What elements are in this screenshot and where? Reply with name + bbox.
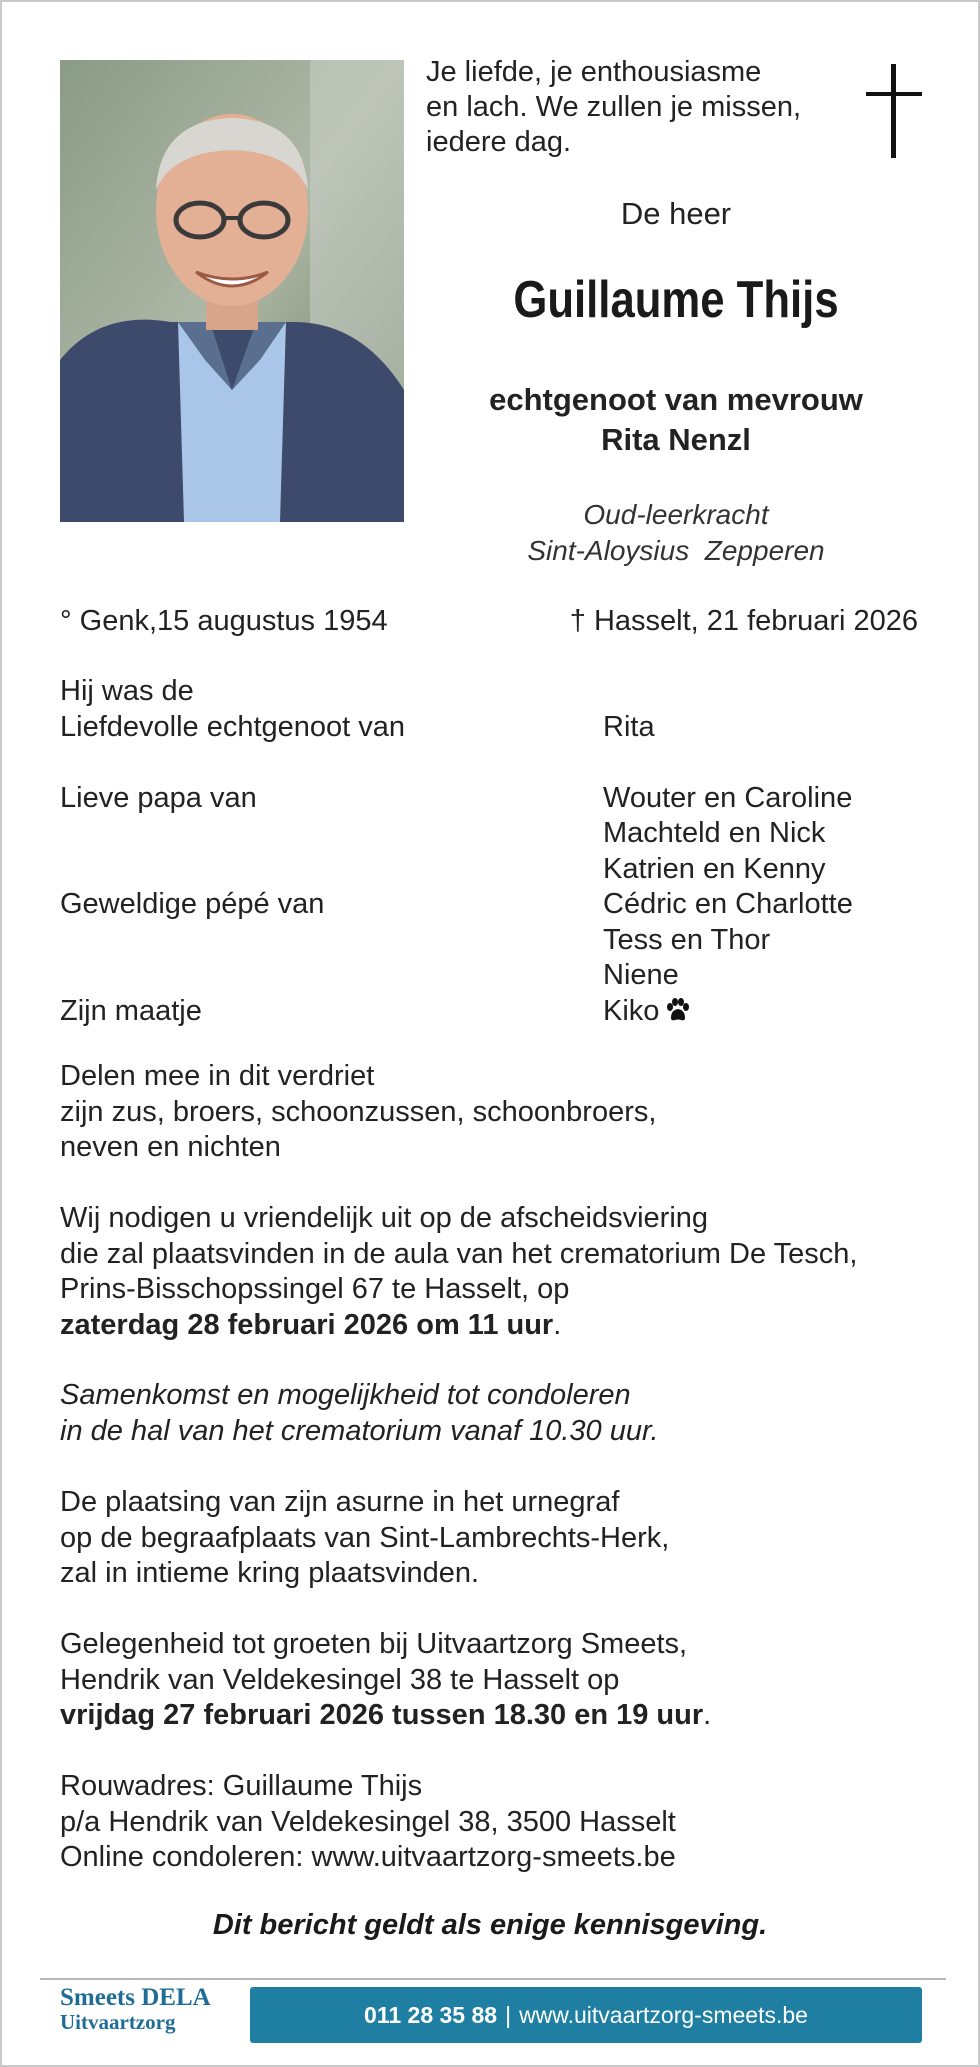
ceremony-paragraph — [60, 1201, 960, 1343]
birth-date: ° Genk,15 augustus 1954 — [60, 605, 388, 637]
punctuation: . — [553, 1308, 562, 1341]
text-line: Online condoleren: www.uitvaartzorg-smeets.be — [60, 1841, 676, 1873]
memorial-quote — [426, 55, 846, 160]
quote-line: Je liefde, je enthousiasme — [426, 56, 762, 88]
family-label: Zijn maatje — [60, 994, 202, 1027]
text-line: De plaatsing van zijn asurne in het urnegraf — [60, 1486, 620, 1518]
text-line: Gelegenheid tot groeten bij Uitvaartzorg Smeets, — [60, 1628, 688, 1660]
family-name: Kiko — [603, 994, 660, 1027]
portrait-photo — [60, 60, 404, 522]
text-line: Wij nodigen u vriendelijk uit op de afscheidsviering — [60, 1202, 709, 1234]
text-line: in de hal van het crematorium vanaf 10.30 uur. — [60, 1414, 659, 1447]
website-link[interactable]: www.uitvaartzorg-smeets.be — [519, 2001, 808, 2028]
text-line: Rouwadres: Guillaume Thijs — [60, 1770, 423, 1802]
family-name: Tess en Thor — [603, 923, 771, 956]
cross-icon — [864, 62, 924, 162]
urn-paragraph — [60, 1485, 960, 1592]
notice-text: Dit bericht geldt als enige kennisgeving. — [212, 1909, 768, 1941]
family-list — [60, 674, 940, 1031]
sharing-paragraph — [60, 1059, 960, 1166]
spouse-line: echtgenoot van mevrouw — [489, 382, 863, 417]
footer-divider — [40, 1978, 946, 1980]
ceremony-datetime: zaterdag 28 februari 2026 om 11 uur — [60, 1308, 554, 1341]
family-name: Katrien en Kenny — [603, 852, 826, 885]
text-line: Delen mee in dit verdriet — [60, 1060, 375, 1092]
death-date: † Hasselt, 21 februari 2026 — [569, 605, 918, 637]
text-line: neven en nichten — [60, 1131, 281, 1163]
family-label: Liefdevolle echtgenoot van — [60, 710, 406, 743]
text-line: zal in intieme kring plaatsvinden. — [60, 1557, 480, 1589]
family-name: Cédric en Charlotte — [603, 888, 853, 920]
family-label: Lieve papa van — [60, 781, 257, 814]
family-name: Machteld en Nick — [603, 817, 826, 849]
condolence-paragraph — [60, 1378, 960, 1449]
spouse-info — [426, 380, 926, 460]
logo-brand: Smeets DELA — [60, 1984, 211, 2011]
text-line: p/a Hendrik van Veldekesingel 38, 3500 Hasselt — [60, 1805, 676, 1838]
text-line: Samenkomst en mogelijkheid tot condoleren — [60, 1379, 631, 1411]
family-label: Geweldige pépé van — [60, 888, 325, 920]
family-name: Niene — [603, 959, 679, 991]
quote-line: iedere dag. — [426, 126, 572, 158]
logo-subtitle: Uitvaartzorg — [60, 2010, 176, 2034]
text-line: Hendrik van Veldekesingel 38 te Hasselt op — [60, 1663, 620, 1696]
deceased-name: Guillaume Thijs — [513, 271, 839, 329]
contact-banner — [250, 1987, 922, 2043]
paw-print-icon — [665, 996, 691, 1032]
greeting-datetime: vrijdag 27 februari 2026 tussen 18.30 en 19 uur — [60, 1699, 704, 1731]
punctuation: . — [703, 1699, 712, 1731]
text-line: die zal plaatsvinden in de aula van het crematorium De Tesch, — [60, 1237, 858, 1270]
text-line: Prins-Bisschopssingel 67 te Hasselt, op — [60, 1273, 570, 1305]
separator: | — [505, 2001, 512, 2028]
family-name: Wouter en Caroline — [603, 781, 853, 814]
honorific: De heer — [620, 196, 732, 231]
quote-line: en lach. We zullen je missen, — [426, 91, 802, 123]
occupation — [426, 497, 926, 569]
greeting-paragraph — [60, 1627, 960, 1734]
family-intro: Hij was de — [60, 675, 194, 707]
occupation-line: Sint-Aloysius Zepperen — [527, 535, 825, 566]
text-line: zijn zus, broers, schoonzussen, schoonbroers, — [60, 1095, 657, 1128]
occupation-line: Oud-leerkracht — [583, 499, 769, 530]
address-paragraph — [60, 1769, 960, 1876]
text-line: op de begraafplaats van Sint-Lambrechts-Herk, — [60, 1521, 670, 1554]
phone-number[interactable]: 011 28 35 88 — [364, 2001, 498, 2028]
funeral-home-logo — [60, 1984, 211, 2035]
family-name: Rita — [603, 710, 655, 743]
spouse-name: Rita Nenzl — [601, 422, 751, 457]
portrait-image — [60, 60, 404, 522]
